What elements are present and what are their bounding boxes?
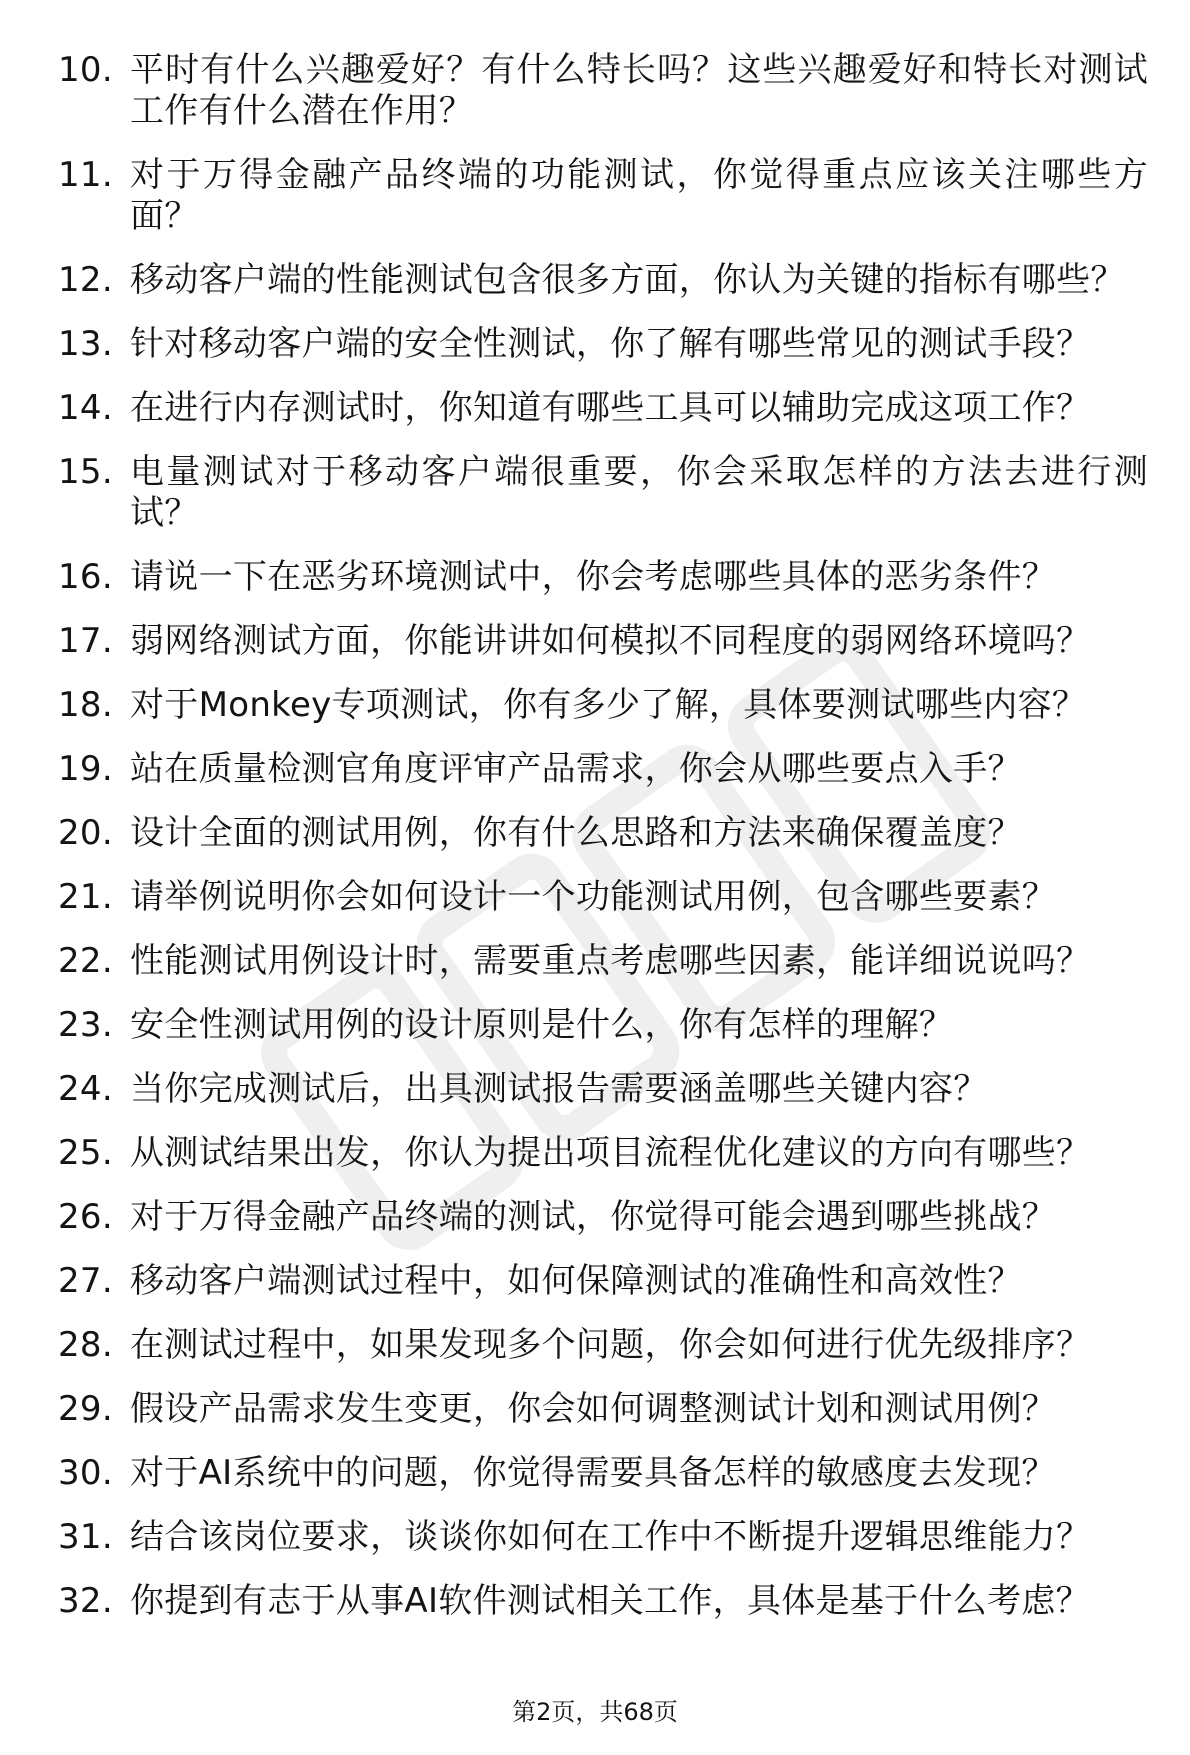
question-text: 平时有什么兴趣爱好？有什么特长吗？这些兴趣爱好和特长对测试工作有什么潜在作用？ (130, 50, 1148, 131)
question-number: 21. (58, 877, 113, 917)
question-text: 从测试结果出发，你认为提出项目流程优化建议的方向有哪些？ (130, 1133, 1091, 1173)
question-number: 14. (58, 388, 113, 428)
question-text: 移动客户端的性能测试包含很多方面，你认为关键的指标有哪些？ (130, 260, 1125, 300)
question-item (58, 260, 1148, 301)
question-item (58, 1517, 1148, 1558)
question-item (58, 685, 1148, 726)
question-text: 对于万得金融产品终端的功能测试，你觉得重点应该关注哪些方面？ (130, 155, 1148, 236)
question-number: 31. (58, 1517, 113, 1557)
question-text: 针对移动客户端的安全性测试，你了解有哪些常见的测试手段？ (130, 324, 1091, 364)
question-item (58, 1581, 1148, 1622)
question-text: 站在质量检测官角度评审产品需求，你会从哪些要点入手？ (130, 749, 1022, 789)
question-list (58, 50, 1148, 1645)
question-text: 在测试过程中，如果发现多个问题，你会如何进行优先级排序？ (130, 1325, 1091, 1365)
question-item (58, 749, 1148, 790)
question-number: 32. (58, 1581, 113, 1621)
question-item (58, 1197, 1148, 1238)
question-number: 26. (58, 1197, 113, 1237)
question-text: 请举例说明你会如何设计一个功能测试用例，包含哪些要素？ (130, 877, 1057, 917)
question-text: 性能测试用例设计时，需要重点考虑哪些因素，能详细说说吗？ (130, 941, 1091, 981)
question-text: 假设产品需求发生变更，你会如何调整测试计划和测试用例？ (130, 1389, 1057, 1429)
question-item (58, 941, 1148, 982)
question-item (58, 557, 1148, 598)
question-item (58, 155, 1148, 237)
question-item (58, 1133, 1148, 1174)
question-item (58, 50, 1148, 132)
question-item (58, 452, 1148, 534)
question-number: 20. (58, 813, 113, 853)
question-text: 移动客户端测试过程中，如何保障测试的准确性和高效性？ (130, 1261, 1022, 1301)
question-text: 设计全面的测试用例，你有什么思路和方法来确保覆盖度？ (130, 813, 1022, 853)
question-number: 17. (58, 621, 113, 661)
question-text: 结合该岗位要求，谈谈你如何在工作中不断提升逻辑思维能力？ (130, 1517, 1091, 1557)
question-text: 对于Monkey专项测试，你有多少了解，具体要测试哪些内容？ (130, 685, 1087, 725)
question-number: 11. (58, 155, 113, 195)
question-item (58, 1325, 1148, 1366)
question-text: 请说一下在恶劣环境测试中，你会考虑哪些具体的恶劣条件？ (130, 557, 1057, 597)
question-number: 16. (58, 557, 113, 597)
question-item (58, 621, 1148, 662)
question-item (58, 877, 1148, 918)
question-number: 25. (58, 1133, 113, 1173)
question-number: 29. (58, 1389, 113, 1429)
question-number: 12. (58, 260, 113, 300)
question-item (58, 324, 1148, 365)
question-number: 10. (58, 50, 113, 90)
question-item (58, 813, 1148, 854)
question-number: 30. (58, 1453, 113, 1493)
question-item (58, 1261, 1148, 1302)
question-number: 28. (58, 1325, 113, 1365)
question-text: 对于万得金融产品终端的测试，你觉得可能会遇到哪些挑战？ (130, 1197, 1057, 1237)
question-number: 15. (58, 452, 113, 492)
question-item (58, 1005, 1148, 1046)
question-number: 22. (58, 941, 113, 981)
question-number: 18. (58, 685, 113, 725)
question-item (58, 388, 1148, 429)
question-item (58, 1389, 1148, 1430)
question-number: 27. (58, 1261, 113, 1301)
question-text: 在进行内存测试时，你知道有哪些工具可以辅助完成这项工作？ (130, 388, 1091, 428)
question-text: 安全性测试用例的设计原则是什么，你有怎样的理解？ (130, 1005, 954, 1045)
page-footer: 第2页，共68页 (512, 1698, 678, 1726)
question-number: 23. (58, 1005, 113, 1045)
question-text: 对于AI系统中的问题，你觉得需要具备怎样的敏感度去发现？ (130, 1453, 1056, 1493)
question-number: 19. (58, 749, 113, 789)
question-item (58, 1453, 1148, 1494)
question-item (58, 1069, 1148, 1110)
question-text: 你提到有志于从事AI软件测试相关工作，具体是基于什么考虑？ (130, 1581, 1090, 1621)
question-text: 电量测试对于移动客户端很重要，你会采取怎样的方法去进行测试？ (130, 452, 1148, 533)
question-text: 弱网络测试方面，你能讲讲如何模拟不同程度的弱网络环境吗？ (130, 621, 1091, 661)
question-text: 当你完成测试后，出具测试报告需要涵盖哪些关键内容？ (130, 1069, 988, 1109)
question-number: 24. (58, 1069, 113, 1109)
question-number: 13. (58, 324, 113, 364)
